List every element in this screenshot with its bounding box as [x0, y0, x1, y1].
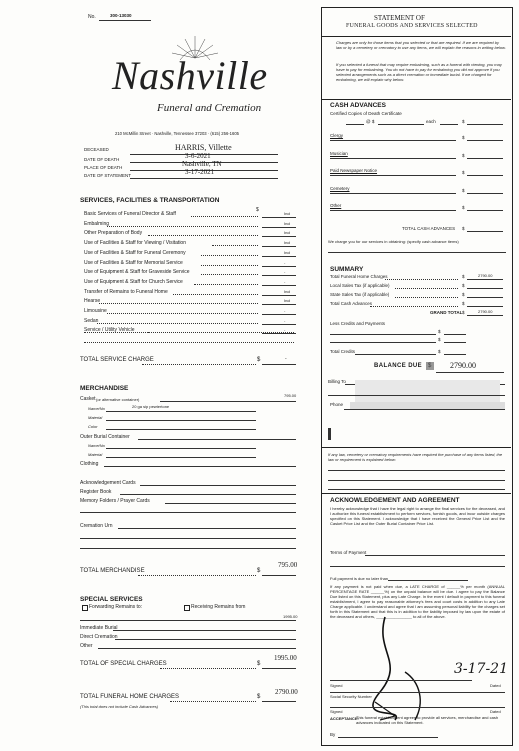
- memory-folders-label: Memory Folders / Prayer Cards: [80, 498, 150, 504]
- certified-copies-label: Certified Copies of Death Certificate: [330, 111, 402, 116]
- summary-row-leader: [385, 279, 458, 280]
- grand-total-dollar: $: [257, 694, 261, 700]
- certified-each-label: each: [426, 119, 436, 124]
- merchandise-title: MERCHANDISE: [80, 385, 129, 392]
- grand-total-value: 2790.00: [275, 688, 298, 696]
- signature-scribble-icon: [345, 612, 455, 722]
- service-item-line: [262, 333, 296, 334]
- total-special-label: TOTAL OF SPECIAL CHARGES: [80, 661, 167, 667]
- balance-due-value: 2790.00: [450, 361, 476, 370]
- service-item-amount: -: [284, 327, 286, 333]
- casket-color-label: Color: [88, 424, 98, 429]
- direct-cremation-label: Direct Cremation: [80, 634, 118, 640]
- service-item-amount: -: [284, 259, 286, 265]
- credits-dollar-1: $: [438, 329, 441, 334]
- total-special-dollar: $: [257, 661, 261, 667]
- forwarding-checkbox[interactable]: [82, 605, 88, 611]
- receiving-checkbox[interactable]: [184, 605, 190, 611]
- receiving-label: Receiving Remains from: [191, 604, 246, 610]
- casket-label: Casket: [80, 396, 96, 402]
- date-of-death: 3-6-2021: [185, 152, 211, 160]
- special-other-label: Other: [80, 643, 93, 649]
- service-item-line: [262, 295, 296, 296]
- cash-advance-label: Other: [330, 203, 342, 208]
- phone-label: Phone: [330, 402, 344, 407]
- cash-advance-dollar: $: [462, 205, 465, 210]
- acceptance-text: This funeral establishment agrees to provide all services, merchandise and cash advances indicated on this Statement.: [356, 715, 499, 725]
- total-service-dollar: $: [257, 357, 261, 363]
- cash-advance-dollar: $: [462, 187, 465, 193]
- cash-advance-label: Paid Newspaper Notice: [330, 168, 378, 173]
- grand-total-label: TOTAL FUNERAL HOME CHARGES: [80, 694, 180, 700]
- cash-advance-line: [330, 210, 456, 211]
- summary-row-label: State Sales Tax (if applicable): [330, 292, 390, 297]
- service-item-line: [262, 285, 296, 286]
- certified-dollar: $: [462, 119, 465, 124]
- casket-name-label: Name/No: [88, 406, 105, 411]
- total-service-label: TOTAL SERVICE CHARGE: [80, 357, 154, 363]
- cash-advance-line: [330, 193, 456, 194]
- cash-advance-line: [330, 158, 456, 159]
- receiving-amount: 1995.00: [283, 614, 298, 619]
- credits-dollar-2: $: [438, 337, 441, 342]
- deceased-name: HARRIS, Villette: [175, 143, 232, 152]
- service-item-amount: -: [284, 317, 286, 323]
- service-item-leader: [191, 216, 258, 217]
- summary-row-line: [467, 306, 503, 307]
- service-item-amount: Incl: [284, 288, 291, 294]
- service-item-line: [262, 256, 296, 257]
- summary-row-label: Total Cash Advances: [330, 301, 373, 306]
- cash-advance-label: Cemetery: [330, 185, 350, 191]
- service-item-leader: [201, 255, 258, 256]
- logo-address: 210 McMillin Street · Nashville, Tennessee 37203 · (615) 256-1605: [115, 131, 239, 136]
- total-credits-label: Total Credits: [330, 349, 356, 354]
- service-item-leader: [212, 245, 259, 246]
- special-services-title: SPECIAL SERVICES: [80, 596, 143, 603]
- outer-name-label: Name/No: [88, 443, 105, 448]
- service-item-leader: [173, 294, 258, 295]
- date-of-death-label: DATE OF DEATH: [84, 157, 120, 162]
- late-charge-text: If any payment is not paid when due, a LATE CHARGE of ______% per month (ANNUAL PERCENTAGE RATE ______%) on the unpaid balance will be due. I agree to pay the Balance Due listed on this Statement, plus any Late Charge. In the event I default in payment to this funeral establishment, I agree to pay reasonable attorney's fees and court costs in addition to any Late Charge applicable. I understand and agree that I am assuming personal liability for the charges set forth in this Statement and that this is in addition to the liability imposed by law upon the estate of the deceased and others, ________________ to all of the above.: [330, 584, 505, 619]
- service-item-label: Use of Facilities & Staff for Viewing / Visitation: [84, 240, 186, 247]
- summary-row-leader: [395, 288, 458, 289]
- summary-row-dollar: $: [462, 292, 465, 297]
- casket-note: (or alternative container): [96, 397, 140, 402]
- outer-burial-label: Outer Burial Container: [80, 434, 130, 440]
- clothing-label: Clothing: [80, 461, 99, 467]
- total-merchandise-dollar: $: [257, 568, 261, 574]
- cash-advance-dollar: $: [462, 170, 465, 175]
- service-item-line: [262, 236, 296, 237]
- cash-advance-amount-line: [467, 175, 503, 176]
- service-item-label: Limousine: [84, 308, 107, 314]
- summary-row-line: [467, 288, 503, 289]
- summary-row-leader: [395, 297, 458, 298]
- summary-row-line: [467, 297, 503, 298]
- statement-paragraph-2: If you selected a funeral that may require embalming, such as a funeral with viewing, you may have to pay for embalming. You do not have to pay for embalming you did not approve if you selected arrangements such as a direct cremation or immediate burial. If we charged for embalming, we will explain why below.: [336, 62, 502, 82]
- statement-number: 300-13030: [110, 13, 132, 18]
- service-item-amount: Incl: [284, 230, 291, 236]
- cash-charge-note: We charge you for our services in obtaining: (specify cash advance items): [328, 239, 459, 244]
- agreement-text: I hereby acknowledge that I have the legal right to arrange the final services for the deceased, and I authorize this funeral establishment to perform services, furnish goods, and incur outside charges specified on this Statement. I acknowledge that I have received the General Price List and the Casket Price List and the Outer Burial Container Price List.: [330, 506, 505, 526]
- service-item-label: Other Preparation of Body: [84, 230, 143, 237]
- dated2-label: Dated: [490, 709, 501, 714]
- services-dollar: $: [256, 207, 259, 213]
- service-item-amount: -: [284, 278, 286, 284]
- total-cash-label: TOTAL CASH ADVANCES: [402, 226, 456, 231]
- service-item-amount: Incl: [284, 298, 291, 304]
- cremation-urn-label: Cremation Urn: [80, 523, 113, 529]
- service-item-leader: [107, 313, 258, 314]
- service-item-label: Hearse: [84, 298, 101, 305]
- dated-label: Dated: [490, 683, 501, 688]
- service-item-amount: Incl: [284, 249, 291, 255]
- service-item-line: [262, 324, 296, 325]
- by-label: By: [330, 732, 336, 737]
- cash-advance-dollar: $: [462, 135, 465, 140]
- statement-title-1: STATEMENT OF: [374, 14, 425, 22]
- service-item-line: [262, 304, 296, 305]
- ssn-label: Social Security Number: [330, 694, 372, 699]
- service-item-leader: [148, 235, 258, 236]
- cash-advance-label: Clergy: [330, 133, 344, 138]
- service-item-line: [262, 275, 296, 276]
- signed2-label: Signed: [330, 709, 343, 714]
- service-item-amount: Incl: [284, 211, 291, 216]
- cash-advances-title: CASH ADVANCES: [330, 102, 386, 109]
- service-item-leader: [97, 323, 258, 324]
- total-cash-dollar: $: [462, 226, 465, 231]
- casket-name-value: 20 ga sip pewtertone: [132, 404, 170, 409]
- total-merchandise-value: 795.00: [278, 561, 298, 569]
- credits-label: Less Credits and Payments: [330, 321, 386, 326]
- summary-grand-value: 2790.00: [478, 309, 493, 314]
- service-item-leader: [201, 274, 258, 275]
- total-credits-dollar: $: [438, 349, 441, 354]
- service-item-leader: [107, 226, 258, 227]
- logo-name: Nashville: [112, 53, 268, 98]
- service-item-leader: [99, 303, 258, 304]
- summary-row-label: Total Funeral Home Charges: [330, 274, 388, 279]
- cash-advance-amount-line: [467, 140, 503, 141]
- service-item-label: Sedan: [84, 317, 99, 324]
- full-payment-label: Full payment is due no later than: [330, 576, 389, 581]
- acceptance-label: ACCEPTANCE:: [330, 716, 359, 721]
- statement-title-2: FUNERAL GOODS AND SERVICES SELECTED: [346, 23, 478, 29]
- service-item-line: [262, 227, 296, 228]
- agreement-title: ACKNOWLEDGEMENT AND AGREEMENT: [330, 497, 460, 504]
- place-of-death: Nashville, TN: [182, 160, 222, 168]
- summary-row-dollar: $: [462, 283, 465, 288]
- total-service-value: -: [285, 356, 287, 362]
- place-of-death-label: PLACE OF DEATH: [84, 165, 123, 170]
- cash-advance-dollar: $: [462, 152, 465, 158]
- cash-advance-amount-line: [467, 193, 503, 194]
- total-merchandise-label: TOTAL MERCHANDISE: [80, 568, 145, 574]
- cash-advance-amount-line: [467, 158, 503, 159]
- logo-subtitle: Funeral and Cremation: [157, 102, 262, 114]
- services-title: SERVICES, FACILITIES & TRANSPORTATION: [80, 197, 220, 204]
- summary-row-value: 2790.00: [478, 273, 493, 278]
- billing-to-label: Billing To: [328, 379, 346, 384]
- grand-total-note: (This total does not include Cash Advances): [80, 704, 159, 709]
- total-special-value: 1995.00: [274, 654, 297, 662]
- service-item-line: [262, 217, 296, 218]
- summary-row-dollar: $: [462, 274, 465, 279]
- service-item-label: Use of Equipment & Staff for Church Service: [84, 278, 183, 285]
- service-item-amount: -: [284, 269, 286, 275]
- service-item-amount: -: [284, 308, 286, 313]
- summary-row-dollar: $: [462, 301, 465, 306]
- balance-due-label: BALANCE DUE: [374, 363, 423, 369]
- cash-advance-amount-line: [467, 210, 503, 211]
- service-item-leader: [201, 265, 258, 266]
- statement-number-label: No.: [88, 14, 96, 20]
- summary-grand-total-label: GRAND TOTAL: [430, 310, 463, 315]
- immediate-burial-label: Immediate Burial: [80, 625, 118, 631]
- date-of-statement: 3-17-2021: [185, 168, 215, 176]
- service-item-label: Use of Facilities & Staff for Memorial Service: [84, 259, 183, 266]
- summary-row-line: [467, 279, 503, 280]
- outer-material-label: Material: [88, 452, 103, 457]
- service-item-amount: Incl: [284, 240, 291, 246]
- summary-row-label: Local Sales Tax (if applicable): [330, 283, 390, 288]
- service-item-label: Embalming: [84, 220, 110, 227]
- certified-at-label: @ $: [366, 119, 375, 124]
- register-book-label: Register Book: [80, 489, 112, 495]
- service-item-amount: Incl: [284, 220, 291, 226]
- terms-of-payment-label: Terms of Payment: [330, 550, 367, 555]
- ack-cards-label: Acknowledgement Cards: [80, 480, 136, 486]
- service-item-line: [262, 246, 296, 247]
- service-item-label: Basic Services of Funeral Director & Staff: [84, 211, 176, 217]
- summary-title: SUMMARY: [330, 266, 364, 273]
- service-item-label: Use of Equipment & Staff for Graveside Service: [84, 269, 190, 276]
- forwarding-label: Forwarding Remains to:: [89, 604, 143, 610]
- cash-advance-line: [330, 175, 456, 176]
- service-item-label: Service / Utility Vehicle: [84, 327, 135, 334]
- cash-advance-label: Musician: [330, 150, 348, 156]
- cash-advance-line: [330, 140, 456, 141]
- casket-material-label: Material: [88, 415, 103, 420]
- service-item-label: Transfer of Remains to Funeral Home: [84, 288, 168, 295]
- statement-paragraph-1: Charges are only for those items that you selected or that are required. If we are required by law or by a cemetery or crematory to use any items, we will explain the reasons in writing below.: [336, 40, 506, 50]
- law-requirement-note: If any law, cemetery or crematory requirements have required the purchase of any items listed, the law or requirement is explained below:: [328, 452, 503, 462]
- service-item-leader: [194, 284, 258, 285]
- summary-row-leader: [370, 306, 458, 307]
- service-item-line: [262, 266, 296, 267]
- casket-amount: 795.00: [284, 393, 297, 398]
- signed-label: Signed: [330, 683, 343, 688]
- signed-date-handwritten: 3-17-21: [454, 661, 508, 677]
- service-item-label: Use of Facilities & Staff for Funeral Ceremony: [84, 249, 186, 256]
- summary-grand-dollar: $: [462, 310, 465, 315]
- deceased-label: DECEASED: [84, 147, 109, 152]
- service-item-line: [262, 314, 296, 315]
- date-of-statement-label: DATE OF STATEMENT: [84, 173, 131, 178]
